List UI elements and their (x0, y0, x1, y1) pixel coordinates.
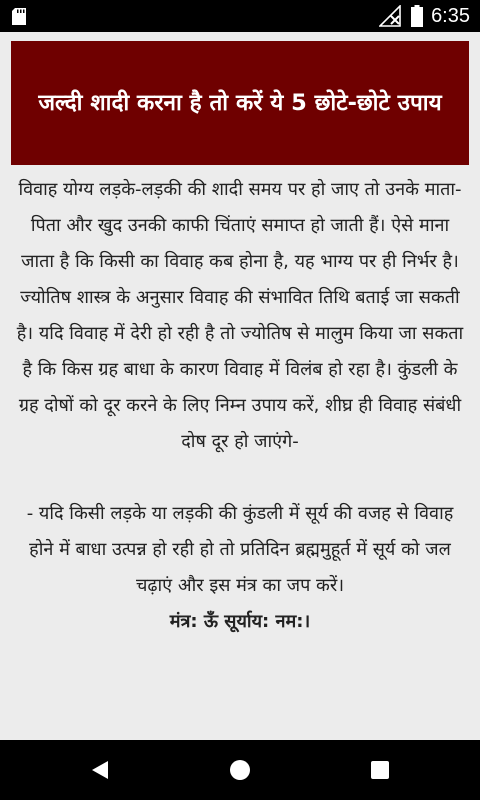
paragraph-spacer (12, 460, 468, 496)
article-paragraph: विवाह योग्य लड़के-लड़की की शादी समय पर हो जाए तो उनके माता-पिता और खुद उनकी काफी चिंताएं समाप्त हो जाती हैं। ऐसे माना जाता है कि किसी का विवाह कब होना है, यह भाग्य पर ही निर्भर है। ज्योतिष शास्त्र के अनुसार विवाह की संभावित तिथि बताई जा सकती है। यदि विवाह में देरी हो रही है तो ज्योतिष से मालुम किया जा सकता है कि किस ग्रह बाधा के कारण विवाह में विलंब हो रहा है। कुंडली के ग्रह दोषों को दूर करने के लिए निम्न उपाय करें, शीघ्र ही विवाह संबंधी दोष दूर हो जाएंगे- (16, 179, 464, 452)
article-paragraph: - यदि किसी लड़के या लड़की की कुंडली में सूर्य की वजह से विवाह होने में बाधा उत्पन्न हो रही हो तो प्रतिदिन ब्रह्ममुहूर्त में सूर्य को जल चढ़ाएं और इस मंत्र का जप करें। (26, 503, 454, 596)
article-body (12, 172, 468, 640)
article-title-banner (11, 41, 469, 165)
mantra-text: मंत्र: ऊँ सूर्याय: नम:। (169, 611, 311, 632)
navigation-bar (0, 740, 480, 800)
back-icon (91, 760, 109, 780)
clock-time: 6:35 (431, 4, 470, 27)
status-bar (0, 0, 480, 32)
article-title: जल्दी शादी करना है तो करें ये 5 छोटे-छोटे उपाय (38, 90, 442, 116)
home-icon (229, 759, 251, 781)
recent-apps-button[interactable] (340, 740, 420, 800)
article-view[interactable] (0, 32, 480, 740)
battery-icon (411, 5, 423, 27)
no-signal-icon (379, 5, 403, 27)
recent-apps-icon (371, 761, 389, 779)
home-button[interactable] (200, 740, 280, 800)
back-button[interactable] (60, 740, 140, 800)
sd-card-icon (12, 8, 26, 25)
